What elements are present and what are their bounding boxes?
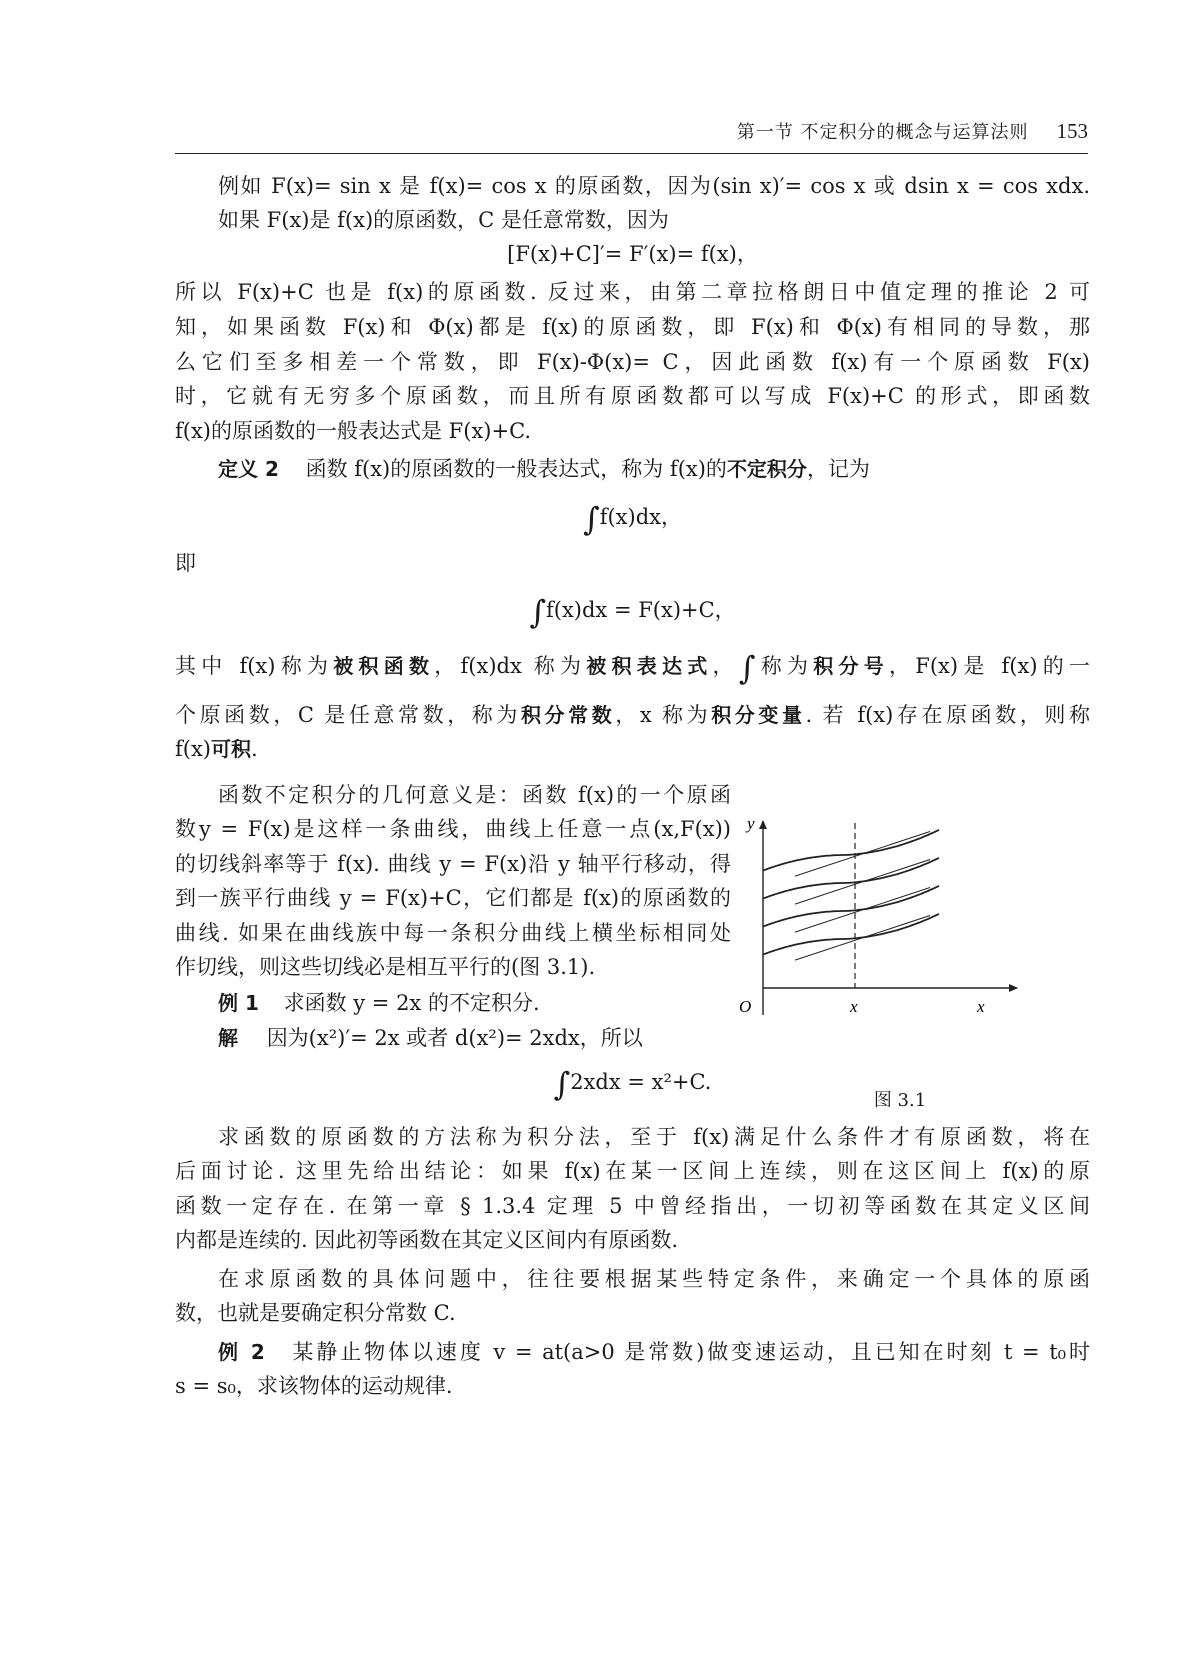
text-line: 数y = F(x)是这样一条曲线，曲线上任意一点(x,F(x))	[175, 817, 731, 841]
text-line: 如果 F(x)是 f(x)的原函数，C 是任意常数，因为	[218, 208, 669, 232]
solution-text: 因为(x²)′= 2x 或者 d(x²)= 2xdx，所以	[266, 1026, 643, 1050]
text-span: 其中 f(x)称为	[175, 654, 334, 678]
display-formula-integral	[175, 500, 1090, 538]
definition-line	[218, 454, 1090, 484]
terms-line	[175, 734, 1090, 764]
text-line: 即	[175, 551, 196, 575]
terms-line	[175, 700, 1090, 730]
text-span: ，F(x)是 f(x)的一	[889, 654, 1091, 678]
running-header	[175, 118, 1088, 148]
term-integral-sign: 积分号	[813, 654, 890, 678]
solution-label: 解	[218, 1026, 238, 1050]
example-label: 例 1	[218, 991, 259, 1015]
integral-sign-icon: ∫	[553, 1065, 571, 1103]
display-formula-integral	[175, 593, 1090, 631]
figure-3-1	[739, 814, 1030, 1060]
text-span: ，x 称为	[615, 703, 712, 727]
example-text: 求函数 y = 2x 的不定积分.	[283, 991, 540, 1015]
integral-curve	[763, 858, 939, 899]
term-indefinite-integral: 不定积分	[726, 457, 807, 481]
text-line: 作切线，则这些切线必是相互平行的(图 3.1).	[175, 955, 596, 979]
display-formula: [F(x)+C]′= F′(x)= f(x)，	[507, 242, 758, 266]
text-line: 后面讨论. 这里先给出结论：如果 f(x)在某一区间上连续，则在这区间上 f(x)的原	[175, 1159, 1090, 1183]
figure-caption: 图 3.1	[873, 1090, 927, 1111]
text-line: s = s₀，求该物体的运动规律.	[175, 1374, 453, 1398]
tangent-line	[795, 916, 930, 961]
x-tick-label: x	[850, 997, 858, 1016]
definition-text: ，记为	[806, 457, 870, 481]
text-line: 么它们至多相差一个常数，即 F(x)-Φ(x)= C，因此函数 f(x)有一个原函数 F(x)	[175, 350, 1090, 374]
text-line: 在求原函数的具体问题中，往往要根据某些特定条件，来确定一个具体的原函	[218, 1267, 1090, 1291]
term-integrable: 可积	[211, 737, 252, 761]
integral-sign-icon: ∫	[583, 500, 600, 538]
text-line: 所以 F(x)+C 也是 f(x)的原函数. 反过来，由第二章拉格朗日中值定理的推论 2 可	[175, 280, 1090, 304]
text-line: 函数不定积分的几何意义是：函数 f(x)的一个原函	[218, 783, 731, 807]
text-span: . 若 f(x)存在原函数，则称	[805, 703, 1091, 727]
text-line: f(x)的原函数的一般表达式是 F(x)+C.	[175, 419, 532, 443]
example-label: 例 2	[218, 1340, 265, 1364]
formula-text: f(x)dx，	[599, 505, 682, 529]
integral-sign-icon: ∫	[738, 649, 756, 687]
text-span: f(x)	[175, 737, 212, 761]
text-line: 函数一定存在. 在第一章 § 1.3.4 定理 5 中曾经指出，一切初等函数在其定义区间	[175, 1194, 1090, 1218]
term-integrand-expression: 被积表达式	[586, 654, 713, 678]
text-line: 内都是连续的. 因此初等函数在其定义区间内有原函数.	[175, 1228, 679, 1252]
section-title: 第一节 不定积分的概念与运算法则	[736, 122, 1029, 143]
term-integration-constant: 积分常数	[520, 703, 616, 727]
text-line: 时，它就有无穷多个原函数，而且所有原函数都可以写成 F(x)+C 的形式，即函数	[175, 384, 1090, 408]
term-integration-variable: 积分变量	[711, 703, 806, 727]
header-rule	[175, 153, 1088, 154]
text-line: 例如 F(x)= sin x 是 f(x)= cos x 的原函数，因为(sin x)′= cos x 或 dsin x = cos xdx.	[218, 174, 1090, 198]
text-span: 称为	[755, 654, 814, 678]
terms-line	[175, 649, 1091, 687]
text-span: .	[251, 737, 258, 761]
text-span: 个原函数，C 是任意常数，称为	[175, 703, 521, 727]
text-line: 曲线. 如果在曲线族中每一条积分曲线上横坐标相同处	[175, 921, 731, 945]
text-line: 到一族平行曲线 y = F(x)+C，它们都是 f(x)的原函数的	[175, 886, 731, 910]
integral-sign-icon: ∫	[529, 593, 546, 631]
text-span: ，	[712, 654, 739, 678]
x-axis-label: x	[977, 997, 985, 1016]
example-2	[218, 1337, 1090, 1367]
example-text: 某静止物体以速度 v = at(a>0 是常数)做变速运动，且已知在时刻 t = t₀时	[292, 1340, 1090, 1364]
integral-curve	[763, 830, 939, 871]
page-number: 153	[1056, 119, 1088, 143]
origin-label: O	[739, 997, 752, 1016]
text-line: 的切线斜率等于 f(x). 曲线 y = F(x)沿 y 轴平行移动，得	[175, 852, 731, 876]
integral-curve	[763, 886, 939, 927]
text-line: 求函数的原函数的方法称为积分法，至于 f(x)满足什么条件才有原函数，将在	[218, 1125, 1090, 1149]
definition-text: 函数 f(x)的原函数的一般表达式，称为 f(x)的	[305, 457, 727, 481]
text-line: 数，也就是要确定积分常数 C.	[175, 1301, 456, 1325]
formula-text: 2xdx = x²+C.	[570, 1070, 712, 1094]
integral-curve	[763, 914, 939, 955]
text-line: 知，如果函数 F(x)和 Φ(x)都是 f(x)的原函数，即 F(x)和 Φ(x)有相同的导数，那	[175, 315, 1090, 339]
term-integrand: 被积函数	[333, 654, 435, 678]
y-axis-label: y	[747, 814, 755, 833]
text-span: ，f(x)dx 称为	[434, 654, 587, 678]
definition-label: 定义 2	[218, 457, 279, 481]
formula-text: f(x)dx = F(x)+C，	[545, 598, 736, 622]
